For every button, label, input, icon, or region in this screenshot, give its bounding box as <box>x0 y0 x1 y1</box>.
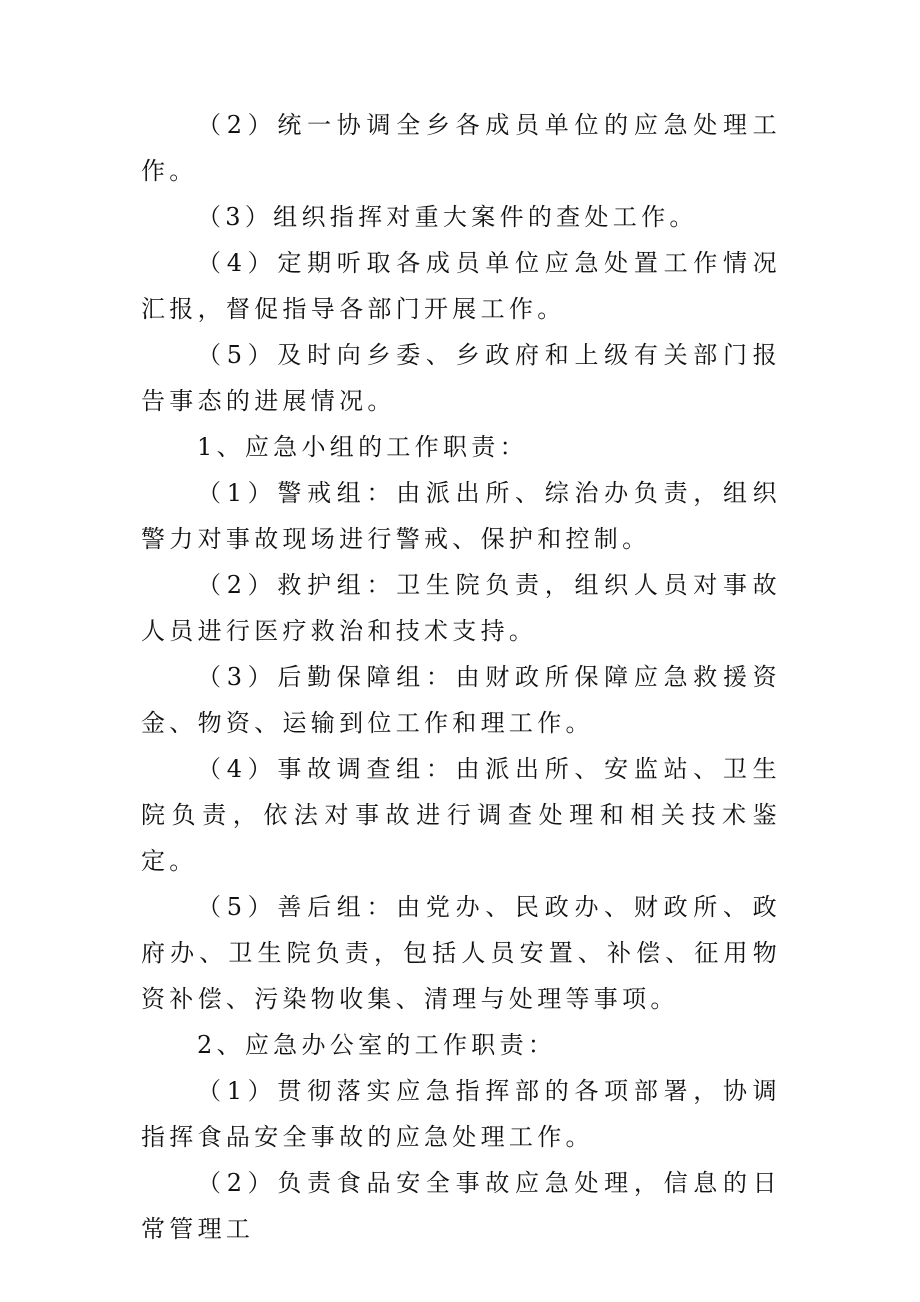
paragraph: （4）定期听取各成员单位应急处置工作情况汇报，督促指导各部门开展工作。 <box>141 249 781 323</box>
paragraph: （1）贯彻落实应急指挥部的各项部署，协调指挥食品安全事故的应急处理工作。 <box>141 1077 781 1151</box>
paragraph: （3）组织指挥对重大案件的查处工作。 <box>197 203 698 231</box>
section-heading: 1、应急小组的工作职责： <box>197 433 528 461</box>
paragraph: （3）后勤保障组：由财政所保障应急救援资金、物资、运输到位工作和理工作。 <box>141 663 781 737</box>
section-heading: 2、应急办公室的工作职责： <box>197 1031 557 1059</box>
paragraph: （5）善后组：由党办、民政办、财政所、政府办、卫生院负责，包括人员安置、补偿、征用物资补偿、污染物收集、清理与处理等事项。 <box>141 893 781 1013</box>
paragraph: （2）负责食品安全事故应急处理，信息的日常管理工 <box>141 1169 781 1243</box>
paragraph: （4）事故调查组：由派出所、安监站、卫生院负责，依法对事故进行调查处理和相关技术鉴定。 <box>141 755 781 875</box>
paragraph: （5）及时向乡委、乡政府和上级有关部门报告事态的进展情况。 <box>141 341 781 415</box>
paragraph: （2）统一协调全乡各成员单位的应急处理工作。 <box>141 111 781 185</box>
paragraph: （2）救护组：卫生院负责，组织人员对事故人员进行医疗救治和技术支持。 <box>141 571 781 645</box>
document-body <box>141 102 781 1252</box>
paragraph: （1）警戒组：由派出所、综治办负责，组织警力对事故现场进行警戒、保护和控制。 <box>141 479 781 553</box>
